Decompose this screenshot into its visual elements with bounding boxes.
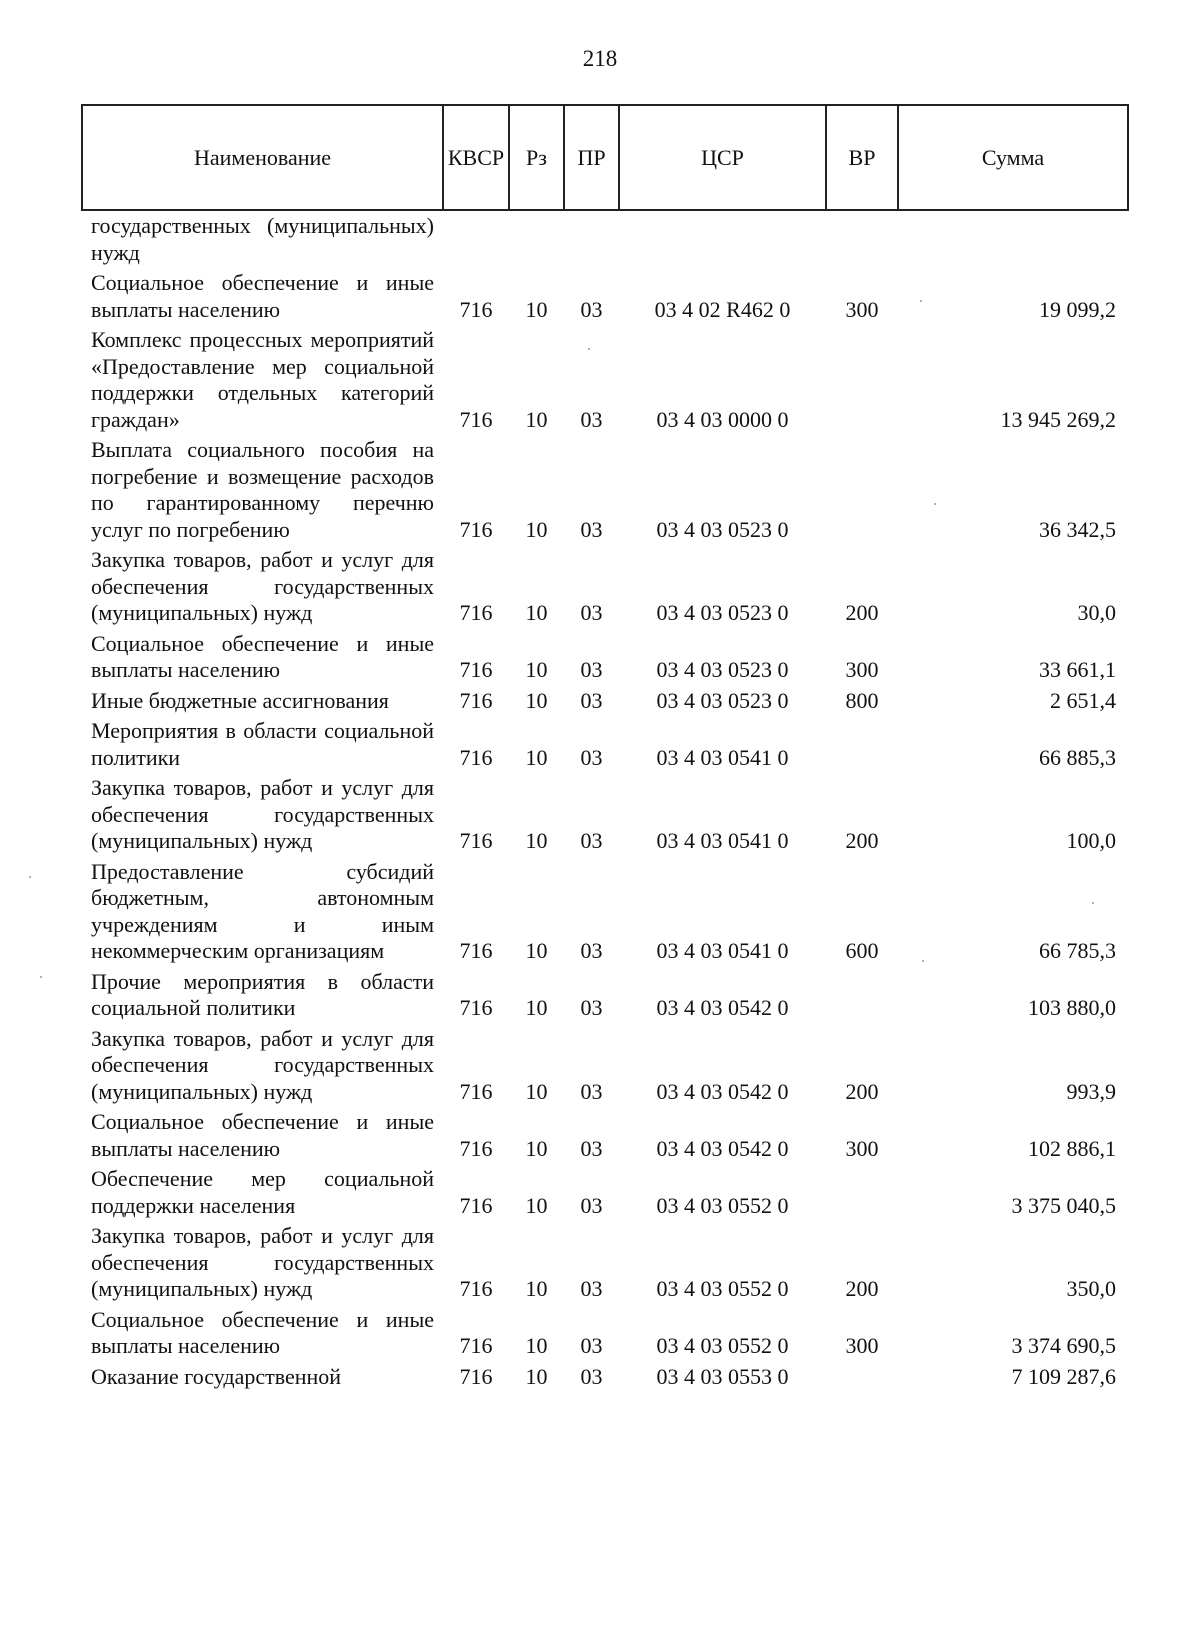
row-csr: 03 4 02 R462 0 [654,296,791,322]
row-rz: 10 [525,687,548,713]
row-name: Оказание государственной [91,1363,342,1389]
row-name: Социальное обеспечение и иные выплаты населению [91,1306,434,1358]
row-rz: 10 [525,657,548,682]
row-pr: 03 [580,1363,603,1389]
row-name: Комплекс процессных мероприятий «Предоставление мер социальной поддержки отдельных категорий граждан» [91,327,434,432]
row-csr: 03 4 03 0552 0 [656,1333,789,1358]
scan-speck [40,976,42,978]
row-vr: 200 [845,1276,879,1301]
row-sum: 66 785,3 [1039,938,1116,963]
row-name: Закупка товаров, работ и услуг для обеспечения государственных (муниципальных) нужд [91,1025,434,1104]
row-rz: 10 [525,995,548,1020]
row-kvsr: 716 [459,406,493,432]
row-vr: 200 [845,1078,879,1104]
row-pr: 03 [580,406,603,432]
row-rz: 10 [525,744,548,770]
table-row [82,629,1128,686]
row-vr [826,967,898,1024]
row-rz: 10 [525,1192,548,1218]
header-rz: Рз [509,105,564,210]
row-csr: 03 4 03 0523 0 [656,657,789,682]
row-rz: 10 [525,828,548,853]
budget-table [81,104,1129,1392]
header-kvsr: КВСР [443,105,509,210]
row-sum: 2 651,4 [1050,687,1116,713]
row-rz: 10 [525,516,548,542]
row-name: Социальное обеспечение и иные выплаты населению [91,270,434,322]
table-row [82,716,1128,773]
table-row [82,1362,1128,1393]
row-pr: 03 [580,1192,603,1218]
table-header [82,105,1128,210]
row-kvsr: 716 [459,744,493,770]
row-rz: 10 [525,1363,548,1389]
page-number: 218 [582,46,618,71]
row-kvsr: 716 [459,600,493,625]
row-pr: 03 [580,516,603,542]
row-vr [826,325,898,435]
row-sum: 102 886,1 [1028,1135,1116,1161]
header-pr: ПР [564,105,619,210]
row-rz: 10 [525,1333,548,1358]
scan-speck [588,348,590,350]
row-csr: 03 4 03 0523 0 [656,687,789,713]
table-row [82,773,1128,857]
row-kvsr: 716 [459,516,493,542]
table-row [82,325,1128,435]
scan-speck [934,503,936,505]
row-pr: 03 [580,687,603,713]
header-row [82,105,1128,210]
row-vr [826,716,898,773]
row-rz: 10 [525,406,548,432]
row-kvsr: 716 [459,1363,493,1389]
row-csr: 03 4 03 0523 0 [656,516,789,542]
row-csr: 03 4 03 0542 0 [656,1078,789,1104]
table-row [82,967,1128,1024]
header-vr: ВР [826,105,898,210]
row-pr: 03 [580,296,603,322]
row-kvsr: 716 [459,687,493,713]
row-vr [826,1362,898,1393]
header-name: Наименование [82,105,443,210]
row-kvsr: 716 [459,657,493,682]
row-pr: 03 [580,1135,603,1161]
row-csr: 03 4 03 0542 0 [656,995,789,1020]
row-name: Социальное обеспечение и иные выплаты населению [91,1109,434,1161]
row-vr: 200 [845,828,879,853]
table-row [82,686,1128,717]
row-csr [619,210,826,268]
row-kvsr: 716 [459,938,493,963]
row-vr [826,210,898,268]
row-sum: 993,9 [1066,1078,1116,1104]
row-name: Выплата социального пособия на погребение и возмещение расходов по гарантированному перечню услуг по погребению [91,437,434,542]
row-csr: 03 4 03 0541 0 [656,828,789,853]
row-name: Иные бюджетные ассигнования [91,687,389,713]
row-sum: 100,0 [1066,828,1116,853]
row-name: Обеспечение мер социальной поддержки населения [91,1166,434,1218]
row-rz: 10 [525,296,548,322]
row-rz: 10 [525,938,548,963]
table-row [82,210,1128,268]
table-row [82,857,1128,967]
row-csr: 03 4 03 0553 0 [656,1363,789,1389]
row-vr: 600 [845,938,879,963]
row-name: Предоставление субсидий бюджетным, автономным учреждениям и иным некоммерческим организациям [91,858,434,963]
row-vr: 300 [845,1135,879,1161]
row-kvsr: 716 [459,1192,493,1218]
row-name: Закупка товаров, работ и услуг для обеспечения государственных (муниципальных) нужд [91,1223,434,1301]
row-name: государственных (муниципальных) нужд [91,213,434,265]
row-pr: 03 [580,1078,603,1104]
scan-speck [29,876,31,878]
row-rz: 10 [525,1135,548,1161]
row-name: Мероприятия в области социальной политики [91,718,434,770]
row-rz: 10 [525,1078,548,1104]
row-name: Прочие мероприятия в области социальной политики [91,968,434,1020]
row-sum: 7 109 287,6 [1011,1363,1116,1389]
table-row [82,1305,1128,1362]
row-sum: 36 342,5 [1039,516,1116,542]
row-pr: 03 [580,1333,603,1358]
row-pr: 03 [580,938,603,963]
row-pr: 03 [580,657,603,682]
row-sum: 13 945 269,2 [1000,406,1116,432]
row-pr: 03 [580,828,603,853]
table-row [82,1164,1128,1221]
row-vr: 200 [845,600,879,625]
row-vr: 300 [845,1333,879,1358]
row-csr: 03 4 03 0523 0 [656,600,789,625]
scan-speck [1092,902,1094,904]
row-name: Социальное обеспечение и иные выплаты населению [91,630,434,682]
scan-speck [922,960,924,962]
row-sum [898,210,1128,268]
table-row [82,545,1128,629]
row-vr: 800 [845,687,879,713]
row-sum: 3 374 690,5 [1011,1333,1116,1358]
row-name: Закупка товаров, работ и услуг для обеспечения государственных (муниципальных) нужд [91,775,434,853]
row-kvsr [443,210,509,268]
table-row [82,268,1128,325]
row-csr: 03 4 03 0541 0 [656,744,789,770]
table-row [82,1221,1128,1305]
table-body [82,210,1128,1392]
row-csr: 03 4 03 0541 0 [656,938,789,963]
row-csr: 03 4 03 0000 0 [656,406,789,432]
row-kvsr: 716 [459,828,493,853]
row-pr [564,210,619,268]
table-row [82,435,1128,545]
row-pr: 03 [580,600,603,625]
row-sum: 33 661,1 [1039,657,1116,682]
row-pr: 03 [580,744,603,770]
row-rz [509,210,564,268]
row-sum: 19 099,2 [1039,296,1116,322]
row-vr [826,435,898,545]
row-vr [826,1164,898,1221]
row-pr: 03 [580,995,603,1020]
row-csr: 03 4 03 0542 0 [656,1135,789,1161]
row-csr: 03 4 03 0552 0 [656,1276,789,1301]
row-kvsr: 716 [459,296,493,322]
row-sum: 66 885,3 [1039,744,1116,770]
row-sum: 103 880,0 [1028,995,1116,1020]
row-name: Закупка товаров, работ и услуг для обеспечения государственных (муниципальных) нужд [91,547,434,625]
row-rz: 10 [525,600,548,625]
row-sum: 3 375 040,5 [1011,1192,1116,1218]
row-pr: 03 [580,1276,603,1301]
row-kvsr: 716 [459,995,493,1020]
row-kvsr: 716 [459,1333,493,1358]
row-sum: 350,0 [1066,1276,1116,1301]
row-vr: 300 [845,296,879,322]
row-rz: 10 [525,1276,548,1301]
row-csr: 03 4 03 0552 0 [656,1192,789,1218]
scan-speck [920,300,922,302]
header-sum: Сумма [898,105,1128,210]
row-kvsr: 716 [459,1276,493,1301]
row-sum: 30,0 [1077,600,1116,625]
row-kvsr: 716 [459,1078,493,1104]
row-vr: 300 [845,657,879,682]
table-row [82,1024,1128,1108]
table-row [82,1107,1128,1164]
header-csr: ЦСР [619,105,826,210]
row-kvsr: 716 [459,1135,493,1161]
